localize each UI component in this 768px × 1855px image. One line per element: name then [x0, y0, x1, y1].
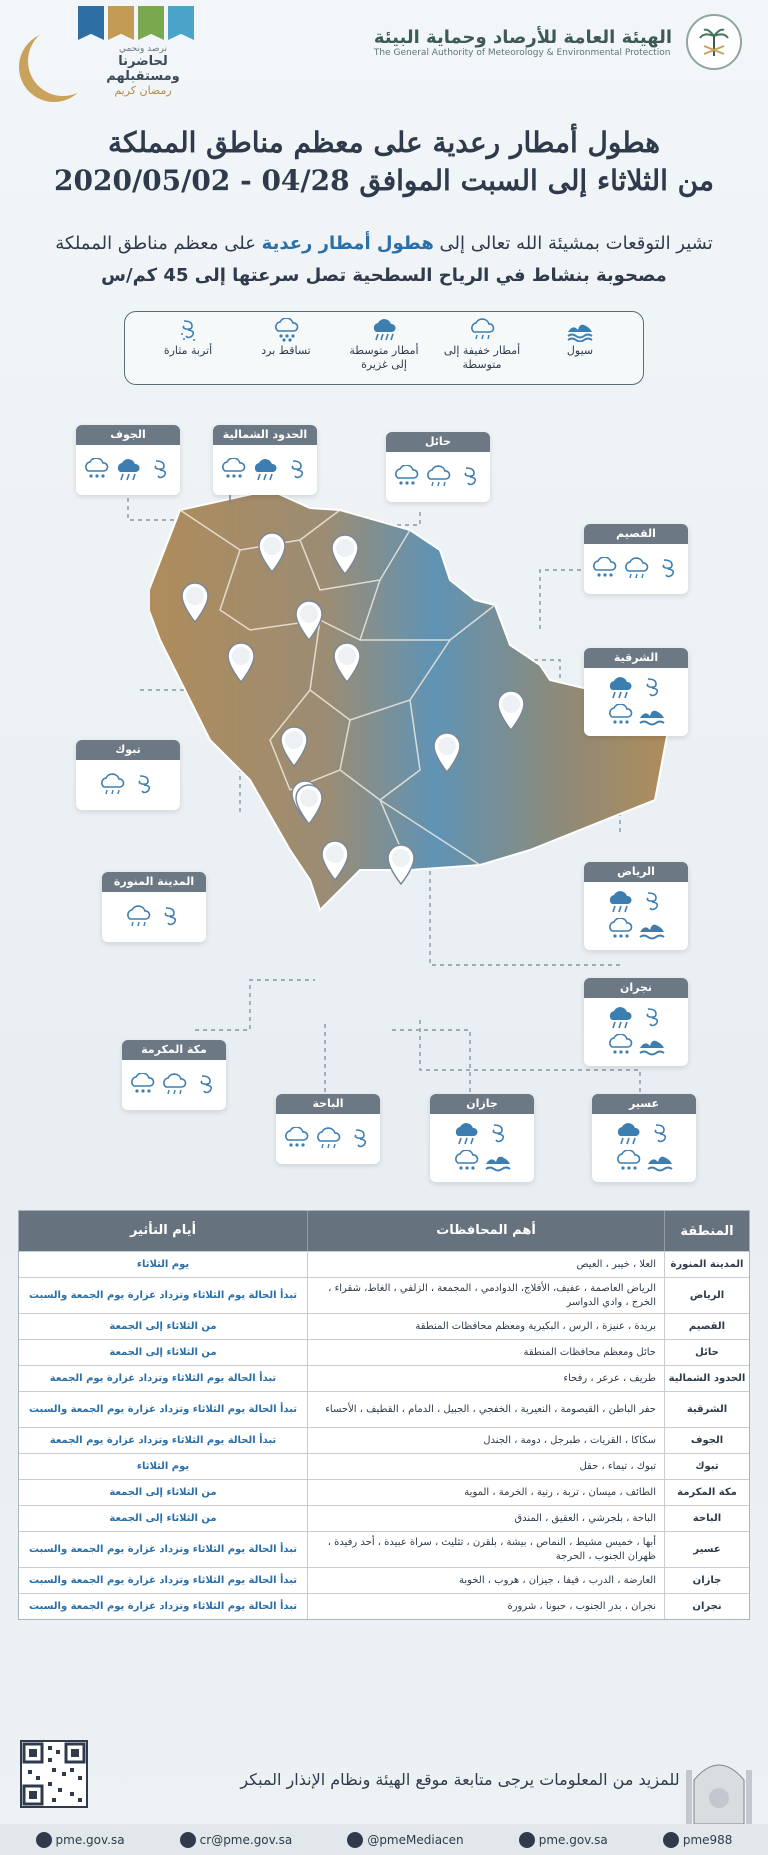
cell-cities: بريدة ، عنيزة ، الرس ، البكيرية ومعظم محافظات المنطقة — [307, 1314, 665, 1339]
ramadan-campaign-logo — [18, 6, 188, 98]
dust-icon — [638, 890, 666, 914]
light-rain-icon — [314, 1127, 342, 1151]
cell-cities: طريف ، عرعر ، رفحاء — [307, 1366, 665, 1391]
description-highlight: هطول أمطار رعدية — [261, 233, 434, 254]
table-row — [19, 1277, 749, 1313]
region-card-najran[interactable] — [584, 978, 688, 1066]
region-name: مكة المكرمة — [122, 1040, 226, 1060]
authority-logo — [374, 14, 742, 70]
dust-icon — [146, 458, 174, 482]
location-pin-icon[interactable] — [294, 784, 324, 826]
region-name: جازان — [430, 1094, 534, 1114]
table-row — [19, 1531, 749, 1567]
flag-icon — [108, 6, 134, 40]
dust-icon — [130, 773, 158, 797]
flood-icon — [638, 704, 666, 728]
hail-icon — [606, 918, 634, 942]
region-name: الباحة — [276, 1094, 380, 1114]
contact-text: pme.gov.sa — [55, 1832, 125, 1847]
flag-icon — [78, 6, 104, 40]
flood-icon — [638, 1034, 666, 1058]
legend — [124, 311, 644, 385]
qr-code[interactable] — [20, 1740, 88, 1808]
region-card-tabuk[interactable] — [76, 740, 180, 810]
hail-icon — [82, 458, 110, 482]
cell-cities: العارضة ، الدرب ، فيفا ، جيزان ، هروب ، الخوبة — [307, 1568, 665, 1593]
location-pin-icon[interactable] — [320, 840, 350, 882]
cell-days: تبدأ الحالة يوم الثلاثاء وتزداد غزارة يوم الجمعة — [49, 1434, 277, 1446]
cell-days: تبدأ الحالة يوم الثلاثاء وتزداد غزارة يوم الجمعة والسبت — [28, 1600, 298, 1612]
cell-days: تبدأ الحالة يوم الثلاثاء وتزداد غزارة يوم الجمعة والسبت — [28, 1289, 298, 1301]
header-days: أيام التأثير — [129, 1223, 197, 1238]
location-pin-icon[interactable] — [496, 690, 526, 732]
cell-cities: نجران ، بدر الجنوب ، حبونا ، شرورة — [307, 1594, 665, 1619]
hail-icon — [452, 1150, 480, 1174]
contact-item[interactable] — [36, 1832, 125, 1848]
cell-cities: الرياض العاصمة ، عفيف، الأفلاج، الدوادمي ، المجمعة ، الزلفي ، الغاط، شقراء ، الخرج ، وادي الدواسر — [307, 1278, 665, 1313]
dust-icon — [638, 676, 666, 700]
light-rain-icon — [160, 1073, 188, 1097]
legend-item — [247, 318, 325, 358]
table-row — [19, 1505, 749, 1531]
cell-days: تبدأ الحالة يوم الثلاثاء وتزداد غزارة يوم الجمعة والسبت — [28, 1574, 298, 1586]
contact-bar — [0, 1824, 768, 1855]
campaign-line-3: رمضان كريم — [114, 84, 172, 97]
region-name: المدينة المنورة — [102, 872, 206, 892]
cell-cities: سكاكا ، القريات ، طبرجل ، دومة ، الجندل — [307, 1428, 665, 1453]
legend-label: أتربة مثارة — [163, 344, 213, 357]
cell-cities: أبها ، خميس مشيط ، النماص ، بيشة ، بلقرن ، تثليث ، سراة عبيدة ، أحد رفيدة ، ظهران الجنوب ، الحرجة — [307, 1532, 665, 1567]
heavy-rain-icon — [452, 1122, 480, 1146]
heavy-rain-icon — [370, 318, 398, 342]
cell-days: من الثلاثاء إلى الجمعة — [109, 1346, 217, 1358]
region-card-eastern[interactable] — [584, 648, 688, 736]
cell-region: الباحة — [692, 1513, 722, 1524]
dust-icon — [156, 905, 184, 929]
contact-text: @pmeMediacen — [367, 1832, 464, 1847]
campaign-line-1: نرصد ونحمي — [118, 44, 168, 54]
dust-icon — [346, 1127, 374, 1151]
hail-icon — [272, 318, 300, 342]
palm-emblem-icon — [686, 14, 742, 70]
region-card-madinah[interactable] — [102, 872, 206, 942]
campaign-line-2: لحاضرنا ومستقبلهم — [106, 54, 180, 84]
region-name: عسير — [592, 1094, 696, 1114]
header-region: المنطقة — [680, 1223, 734, 1239]
contact-text: cr@pme.gov.sa — [199, 1832, 293, 1847]
region-name: القصيم — [584, 524, 688, 544]
cell-region: نجران — [692, 1601, 722, 1612]
region-card-asir[interactable] — [592, 1094, 696, 1182]
cell-region: الحدود الشمالية — [668, 1373, 746, 1384]
regions-table — [18, 1210, 750, 1620]
region-name: الرياض — [584, 862, 688, 882]
legend-label: سيول — [566, 344, 594, 357]
cell-days: يوم الثلاثاء — [136, 1460, 190, 1472]
cell-region: تبوك — [695, 1461, 719, 1472]
location-pin-icon[interactable] — [180, 582, 210, 624]
cell-region: المدينة المنورة — [670, 1259, 744, 1270]
flood-icon — [646, 1150, 674, 1174]
cell-cities: تبوك ، تيماء ، حقل — [307, 1454, 665, 1479]
legend-label: أمطار متوسطة إلى غزيرة — [349, 344, 419, 371]
cell-region: الشرقية — [686, 1404, 728, 1415]
campaign-slogan — [88, 44, 198, 97]
region-name: حائل — [386, 432, 490, 452]
flood-icon — [638, 918, 666, 942]
dust-icon — [646, 1122, 674, 1146]
location-pin-icon[interactable] — [294, 600, 324, 642]
title-line-1: هطول أمطار رعدية على معظم مناطق المملكة — [107, 126, 661, 159]
hail-icon — [614, 1150, 642, 1174]
flag-icon — [138, 6, 164, 40]
location-pin-icon[interactable] — [279, 726, 309, 768]
cell-days: من الثلاثاء إلى الجمعة — [109, 1320, 217, 1332]
region-card-makkah[interactable] — [122, 1040, 226, 1110]
phone-icon — [663, 1832, 679, 1848]
location-pin-icon[interactable] — [332, 642, 362, 684]
dust-icon — [638, 1006, 666, 1030]
light-rain-icon — [124, 905, 152, 929]
contact-text: pme.gov.sa — [538, 1832, 608, 1847]
legend-label: تساقط برد — [261, 344, 311, 357]
cell-cities: العلا ، خيبر ، العيص — [307, 1252, 665, 1277]
hail-icon — [128, 1073, 156, 1097]
region-name: نجران — [584, 978, 688, 998]
contact-item[interactable] — [180, 1832, 293, 1848]
cell-region: الرياض — [689, 1290, 725, 1301]
table-row — [19, 1593, 749, 1619]
dust-icon — [484, 1122, 512, 1146]
cell-days: تبدأ الحالة يوم الثلاثاء وتزداد غزارة يوم الجمعة — [49, 1372, 277, 1384]
hail-icon — [606, 1034, 634, 1058]
legend-item — [541, 318, 619, 358]
globe-icon — [519, 1832, 535, 1848]
dust-icon — [456, 465, 484, 489]
region-card-riyadh[interactable] — [584, 862, 688, 950]
hail-icon — [606, 704, 634, 728]
table-row — [19, 1365, 749, 1391]
title-line-2: من الثلاثاء إلى السبت الموافق 04/28 - 2020/05/02 — [54, 164, 714, 197]
hail-icon — [282, 1127, 310, 1151]
legend-label: أمطار خفيفة إلى متوسطة — [443, 344, 521, 371]
location-pin-icon[interactable] — [330, 534, 360, 576]
table-body — [19, 1251, 749, 1619]
legend-item — [443, 318, 521, 372]
location-pin-icon[interactable] — [257, 532, 287, 574]
region-card-qassim[interactable] — [584, 524, 688, 594]
page-title — [0, 124, 768, 200]
table-row — [19, 1391, 749, 1427]
table-row — [19, 1251, 749, 1277]
authority-name-en: The General Authority of Meteorology & Environmental Protection — [373, 47, 671, 58]
contact-text: pme988 — [682, 1832, 733, 1847]
cell-cities: حفر الباطن ، القيصومة ، النعيرية ، الخفجي ، الجبيل ، الدمام ، القطيف ، الأحساء — [307, 1392, 665, 1427]
cell-region: حائل — [695, 1347, 719, 1358]
authority-name-ar: الهيئة العامة للأرصاد وحماية البيئة — [373, 26, 672, 48]
web-icon — [36, 1832, 52, 1848]
flood-icon — [484, 1150, 512, 1174]
cell-region: القصيم — [688, 1321, 726, 1332]
cell-cities: الطائف ، ميسان ، تربة ، رنية ، الخرمة ، الموية — [307, 1480, 665, 1505]
table-row — [19, 1313, 749, 1339]
light-rain-icon — [98, 773, 126, 797]
region-name: الحدود الشمالية — [213, 425, 317, 445]
campaign-flags — [78, 6, 194, 40]
heavy-rain-icon — [606, 1006, 634, 1030]
mosque-icon — [684, 1740, 754, 1824]
contact-item[interactable] — [663, 1832, 733, 1848]
description-text: تشير التوقعات بمشيئة الله تعالى إلى — [433, 233, 713, 254]
forecast-description — [30, 228, 738, 292]
flood-icon — [566, 318, 594, 342]
hail-icon — [219, 458, 247, 482]
region-name: تبوك — [76, 740, 180, 760]
table-row — [19, 1453, 749, 1479]
hail-icon — [590, 557, 618, 581]
light-rain-icon — [468, 318, 496, 342]
cell-region: عسير — [693, 1544, 721, 1555]
light-rain-icon — [424, 465, 452, 489]
header-cities: أهم المحافظات — [307, 1211, 665, 1251]
dust-icon — [283, 458, 311, 482]
heavy-rain-icon — [606, 676, 634, 700]
legend-item — [345, 318, 423, 372]
legend-item — [149, 318, 227, 358]
social-icon — [347, 1832, 363, 1848]
hail-icon — [392, 465, 420, 489]
table-header — [19, 1211, 749, 1251]
cell-days: تبدأ الحالة يوم الثلاثاء وتزداد غزارة يوم الجمعة والسبت — [28, 1403, 298, 1415]
heavy-rain-icon — [251, 458, 279, 482]
cell-days: من الثلاثاء إلى الجمعة — [109, 1512, 217, 1524]
region-name: الجوف — [76, 425, 180, 445]
contact-item[interactable] — [519, 1832, 608, 1848]
region-name: الشرقية — [584, 648, 688, 668]
cell-days: يوم الثلاثاء — [136, 1258, 190, 1270]
cell-days: من الثلاثاء إلى الجمعة — [109, 1486, 217, 1498]
location-pin-icon[interactable] — [386, 844, 416, 886]
cell-cities: حائل ومعظم محافظات المنطقة — [307, 1340, 665, 1365]
cell-region: مكة المكرمة — [677, 1487, 737, 1498]
heavy-rain-icon — [606, 890, 634, 914]
dust-icon — [192, 1073, 220, 1097]
flag-icon — [168, 6, 194, 40]
region-card-hail[interactable] — [386, 432, 490, 502]
cell-region: الجوف — [690, 1435, 724, 1446]
header — [0, 0, 768, 118]
cell-cities: الباحة ، بلجرشي ، العقيق ، المندق — [307, 1506, 665, 1531]
light-rain-icon — [622, 557, 650, 581]
table-row — [19, 1339, 749, 1365]
contact-item[interactable] — [347, 1832, 463, 1848]
region-card-northern-borders[interactable] — [213, 425, 317, 495]
region-card-baha[interactable] — [276, 1094, 380, 1164]
location-pin-icon[interactable] — [226, 642, 256, 684]
table-row — [19, 1567, 749, 1593]
region-card-jouf[interactable] — [76, 425, 180, 495]
region-card-jazan[interactable] — [430, 1094, 534, 1182]
location-pin-icon[interactable] — [432, 732, 462, 774]
footer-note: للمزيد من المعلومات يرجى متابعة موقع الهيئة ونظام الإنذار المبكر — [240, 1770, 680, 1789]
cell-days: تبدأ الحالة يوم الثلاثاء وتزداد غزارة يوم الجمعة والسبت — [28, 1543, 298, 1555]
description-line-2: مصحوبة بنشاط في الرياح السطحية تصل سرعتها إلى 45 كم/س — [101, 265, 667, 286]
table-row — [19, 1427, 749, 1453]
heavy-rain-icon — [614, 1122, 642, 1146]
cell-region: جازان — [692, 1575, 722, 1586]
dust-icon — [654, 557, 682, 581]
email-icon — [180, 1832, 196, 1848]
table-row — [19, 1479, 749, 1505]
dust-icon — [174, 318, 202, 342]
heavy-rain-icon — [114, 458, 142, 482]
description-text: على معظم مناطق المملكة — [55, 233, 262, 254]
